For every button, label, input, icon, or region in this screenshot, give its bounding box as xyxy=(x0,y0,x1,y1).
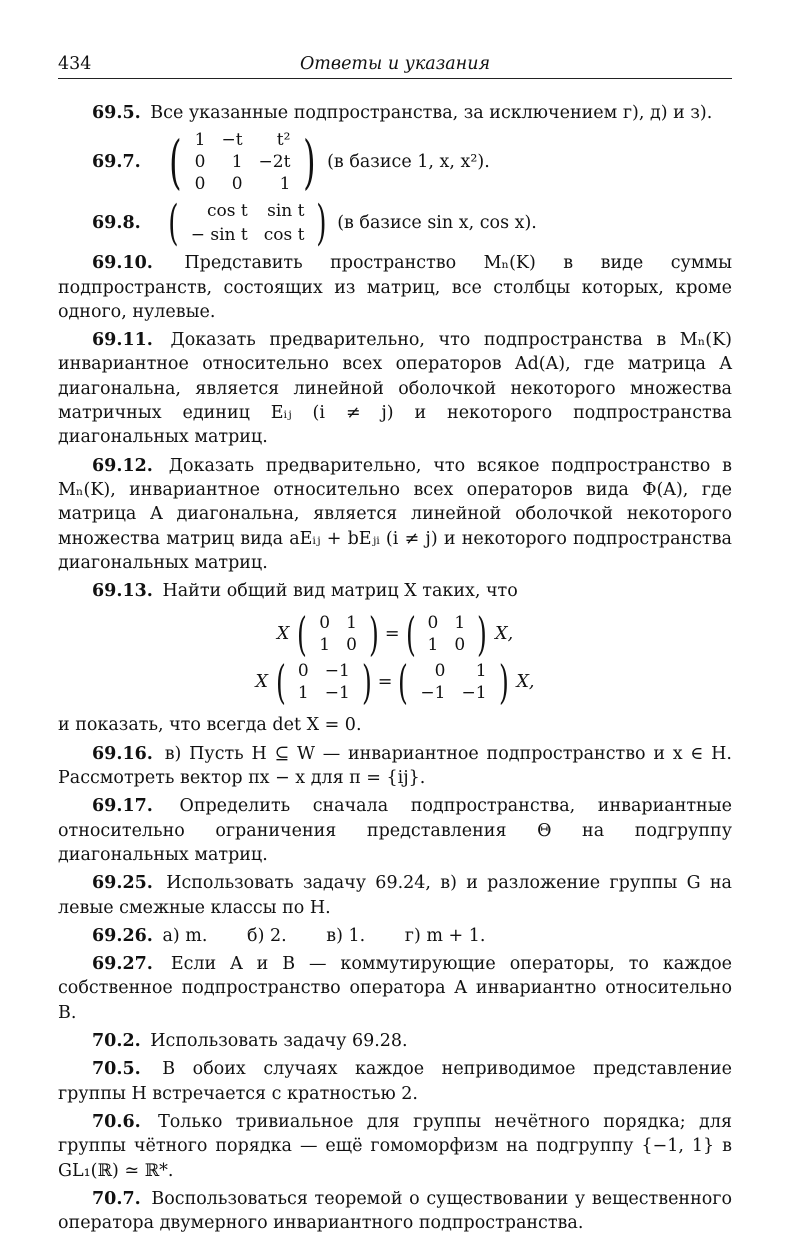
right-paren: ) xyxy=(498,655,509,710)
left-paren: ( xyxy=(169,128,182,197)
answer-label: 70.6. xyxy=(92,1111,141,1132)
left-paren: ( xyxy=(276,655,286,710)
answer-text: Если A и B — коммутирующие операторы, то каждое собственное подпространство оператора A инвариантно относительно B. xyxy=(58,954,732,1023)
answer-text: Доказать предварительно, что подпространства в Mₙ(K) инвариантное относительно всех операторов Ad(A), где матрица A диагональна, является линейной оболочкой некоторого множества матричных единиц Eᵢⱼ (i ≠ j) и некоторого подпространства диагональных матриц. xyxy=(58,330,732,448)
matrix-cell: 0 xyxy=(297,661,309,682)
matrix-right xyxy=(402,607,492,662)
matrix-cell: sin t xyxy=(267,201,305,222)
left-paren: ( xyxy=(405,607,416,662)
answer-69-7 xyxy=(58,129,732,195)
answers-list xyxy=(58,101,732,1235)
answer-text: В обоих случаях каждое неприводимое представление группы H встречается с кратностью 2. xyxy=(58,1059,732,1104)
answer-label: 69.13. xyxy=(92,581,153,602)
basis-note: (в базисе sin x, cos x). xyxy=(337,213,537,234)
matrix-cell: 1 xyxy=(297,683,309,704)
matrix-cell: 1 xyxy=(454,613,466,634)
matrix-cell: − sin t xyxy=(190,225,248,246)
answer-label: 69.16. xyxy=(92,743,153,764)
matrix-69-7 xyxy=(164,129,321,195)
answer-text: Представить пространство Mₙ(K) в виде суммы подпространств, состоящих из матриц, все столбцы которых, кроме одного, нулевые. xyxy=(58,253,732,322)
left-paren: ( xyxy=(168,195,179,252)
matrix-cell: 1 xyxy=(194,130,206,151)
answer-label: 70.7. xyxy=(92,1188,141,1209)
matrix-cell: t² xyxy=(276,130,291,151)
matrix-cell: 1 xyxy=(319,635,331,656)
basis-note: (в базисе 1, x, x²). xyxy=(327,152,490,173)
answer-text: Определить сначала подпространства, инвариантные относительно ограничения представления Θ на подгруппу диагональных матриц. xyxy=(58,796,732,865)
answer-69-12 xyxy=(58,454,732,575)
answer-part-b: б) 2. xyxy=(247,925,287,946)
answer-label: 70.5. xyxy=(92,1059,141,1080)
page xyxy=(58,52,732,1239)
matrix-cell: −1 xyxy=(324,683,350,704)
matrix-cell: 0 xyxy=(434,661,446,682)
eq-left: X xyxy=(276,624,290,645)
matrix-cell: 1 xyxy=(475,661,487,682)
answer-label: 69.26. xyxy=(92,925,153,946)
eq-left: X xyxy=(255,672,268,693)
answer-70-5 xyxy=(58,1057,732,1106)
right-paren: ) xyxy=(368,607,379,662)
matrix-left xyxy=(272,655,376,710)
answer-69-25 xyxy=(58,871,732,920)
answer-70-7 xyxy=(58,1187,732,1236)
answer-part-a: а) m. xyxy=(162,925,208,946)
right-paren: ) xyxy=(361,655,372,710)
answer-label: 69.27. xyxy=(92,954,153,975)
answer-label: 69.11. xyxy=(92,330,153,351)
answer-label: 69.12. xyxy=(92,455,153,476)
equation-1 xyxy=(58,607,732,662)
matrix-69-8 xyxy=(164,195,331,252)
matrix-left xyxy=(293,607,383,662)
matrix-cell: 1 xyxy=(279,174,291,195)
answer-69-17 xyxy=(58,794,732,867)
answer-69-27 xyxy=(58,952,732,1025)
answer-text: в) Пусть H ⊆ W — инвариантное подпространство и x ∈ H. Рассмотреть вектор πx − x для π = {ij}. xyxy=(58,743,732,789)
matrix-cell: 1 xyxy=(346,613,357,634)
matrix-cell: cos t xyxy=(207,201,248,222)
matrix-cell: 0 xyxy=(346,635,357,656)
answer-label: 69.10. xyxy=(92,253,153,274)
answer-part-d: г) m + 1. xyxy=(404,925,486,946)
matrix-cell: 0 xyxy=(454,635,466,656)
answer-text: Использовать задачу 69.28. xyxy=(150,1031,408,1052)
answer-label: 69.17. xyxy=(92,796,153,817)
answer-label: 70.2. xyxy=(92,1031,141,1052)
matrix-right xyxy=(394,655,512,710)
matrix-cell: 0 xyxy=(231,174,243,195)
answer-69-13 xyxy=(58,579,732,603)
answer-69-8 xyxy=(58,195,732,252)
matrix-cell: 0 xyxy=(427,613,439,634)
matrix-cell: 1 xyxy=(231,152,243,173)
matrix-cell: 0 xyxy=(194,174,206,195)
answer-text: Только тривиальное для группы нечётного порядка; для группы чётного порядка — ещё гомоморфизм на подгруппу {−1, 1} в GL₁(ℝ) ≃ ℝ*. xyxy=(58,1111,732,1181)
matrix-cell: −t xyxy=(221,130,243,151)
page-number: 434 xyxy=(58,54,92,74)
matrix-cell: cos t xyxy=(263,225,305,246)
answer-label: 69.8. xyxy=(92,213,141,234)
answer-69-10 xyxy=(58,251,732,324)
equals-sign: = xyxy=(377,672,393,693)
eq-right: X, xyxy=(495,624,514,645)
answer-label: 69.7. xyxy=(92,152,141,173)
answer-label: 69.25. xyxy=(92,873,153,894)
right-paren: ) xyxy=(303,128,316,197)
answer-69-26 xyxy=(58,924,732,948)
left-paren: ( xyxy=(398,655,409,710)
right-paren: ) xyxy=(477,607,488,662)
matrix-cell: 1 xyxy=(427,635,439,656)
answer-69-5 xyxy=(58,101,732,125)
left-paren: ( xyxy=(297,607,308,662)
answer-text: Все указанные подпространства, за исключением г), д) и з). xyxy=(150,103,713,123)
answer-text: Использовать задачу 69.24, в) и разложение группы G на левые смежные классы по H. xyxy=(58,873,732,918)
equals-sign: = xyxy=(384,624,400,645)
equation-2 xyxy=(58,655,732,710)
answer-text: Доказать предварительно, что всякое подпространство в Mₙ(K), инвариантное относительно всех операторов вида Φ(A), где матрица A диагональна, является линейной оболочкой некоторого множества матриц вида aEᵢⱼ + bEⱼᵢ (i ≠ j) и некоторого подпространства диагональных матриц. xyxy=(58,455,732,573)
running-title: Ответы и указания xyxy=(299,54,491,74)
running-header xyxy=(58,52,732,79)
matrix-cell: −1 xyxy=(420,683,446,704)
answer-70-6 xyxy=(58,1110,732,1183)
matrix-cell: 0 xyxy=(319,613,331,634)
right-paren: ) xyxy=(316,195,327,252)
matrix-cell: −1 xyxy=(461,683,487,704)
matrix-cell: −2t xyxy=(258,152,291,173)
matrix-cell: 0 xyxy=(194,152,206,173)
answer-label: 69.5. xyxy=(92,103,141,123)
answer-69-16 xyxy=(58,742,732,791)
answer-70-2 xyxy=(58,1029,732,1053)
answer-text: Воспользоваться теоремой о существовании у вещественного оператора двумерного инвариантного подпространства. xyxy=(58,1188,732,1234)
answer-69-13-conclusion: и показать, что всегда det X = 0. xyxy=(58,715,362,736)
eq-right: X, xyxy=(516,672,535,693)
matrix-cell: −1 xyxy=(324,661,350,682)
answer-text: Найти общий вид матриц X таких, что xyxy=(162,581,518,602)
equation-block xyxy=(58,607,732,710)
answer-part-c: в) 1. xyxy=(326,925,366,946)
answer-69-11 xyxy=(58,328,732,449)
